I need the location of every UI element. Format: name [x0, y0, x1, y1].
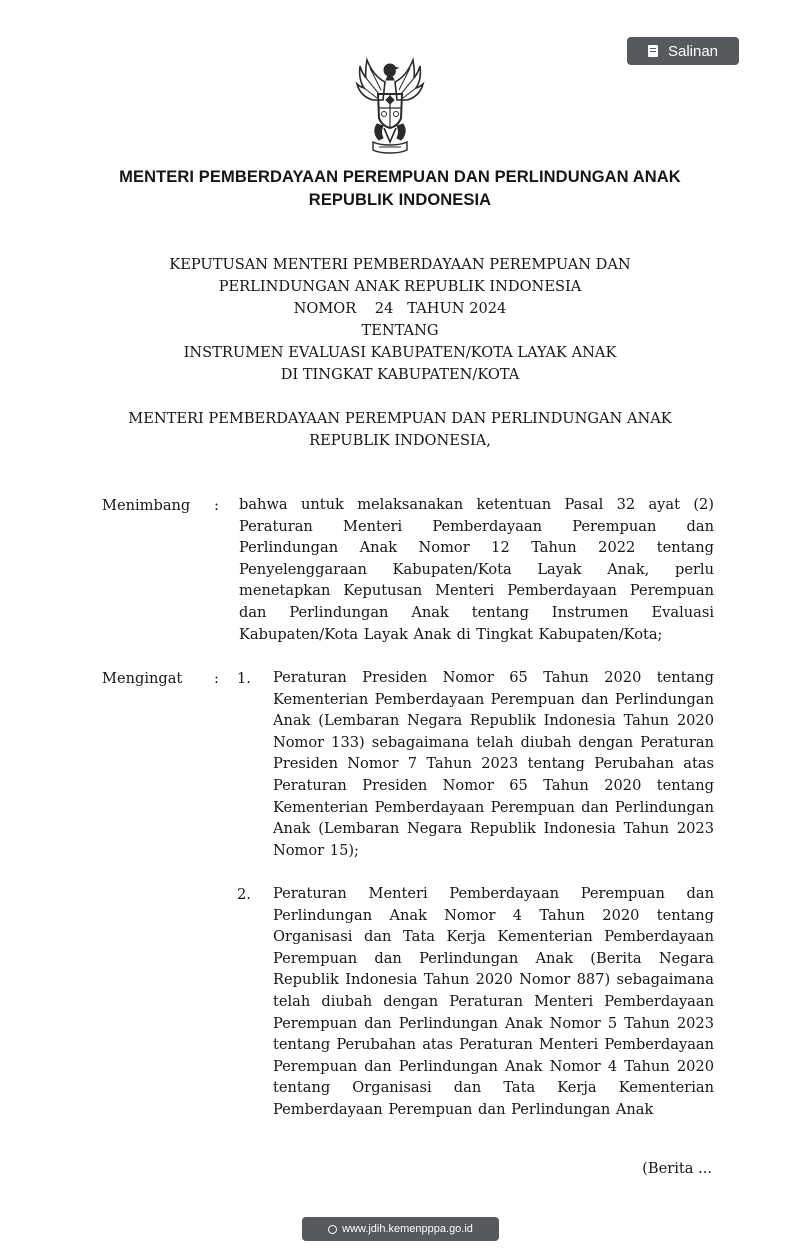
mengingat-label: Mengingat: [102, 670, 183, 687]
globe-icon: [328, 1225, 337, 1234]
minister-line2: REPUBLIK INDONESIA,: [309, 432, 491, 449]
salinan-label: Salinan: [667, 42, 719, 60]
minister-line1: MENTERI PEMBERDAYAAN PEREMPUAN DAN PERLINDUNGAN ANAK: [128, 410, 672, 427]
decree-title-line1: KEPUTUSAN MENTERI PEMBERDAYAAN PEREMPUAN DAN: [169, 256, 631, 273]
document-icon: [648, 45, 658, 57]
mengingat-item-number: 1.: [237, 670, 251, 687]
ministry-title-line1: MENTERI PEMBERDAYAAN PEREMPUAN DAN PERLINDUNGAN ANAK: [119, 168, 681, 186]
footer-url-badge[interactable]: [302, 1217, 499, 1241]
menimbang-label: Menimbang: [102, 497, 191, 514]
continuation-text: (Berita ...: [642, 1160, 712, 1177]
decree-tentang: TENTANG: [361, 322, 439, 339]
mengingat-colon: :: [214, 670, 219, 687]
mengingat-item-text: Peraturan Presiden Nomor 65 Tahun 2020 tentang Kementerian Pemberdayaan Perempuan dan Perlindungan Anak (Lembaran Negara Republik Indonesia Tahun 2020 Nomor 133) sebagaimana telah diubah dengan Peraturan Presiden Nomor 7 Tahun 2023 tentang Perubahan atas Peraturan Presiden Nomor 65 Tahun 2020 tentang Kementerian Pemberdayaan Perempuan dan Perlindungan Anak (Lembaran Negara Republik Indonesia Tahun 2023 Nomor 15);: [273, 669, 714, 859]
menimbang-text: bahwa untuk melaksanakan ketentuan Pasal 32 ayat (2) Peraturan Menteri Pemberdayaan Perempuan dan Perlindungan Anak Nomor 12 Tahun 2022 tentang Penyelenggaraan Kabupaten/Kota Layak Anak, perlu menetapkan Keputusan Menteri Pemberdayaan Perempuan dan Perlindungan Anak tentang Instrumen Evaluasi Kabupaten/Kota Layak Anak di Tingkat Kabupaten/Kota;: [239, 496, 714, 643]
footer-url: www.jdih.kemenpppa.go.id: [342, 1223, 473, 1235]
ministry-title-line2: REPUBLIK INDONESIA: [308, 191, 492, 209]
mengingat-item-text: Peraturan Menteri Pemberdayaan Perempuan dan Perlindungan Anak Nomor 4 Tahun 2020 tentang Organisasi dan Tata Kerja Kementerian Pemberdayaan Perempuan dan Perlindungan Anak (Berita Negara Republik Indonesia Tahun 2020 Nomor 887) sebagaimana telah diubah dengan Peraturan Menteri Pemberdayaan Perempuan dan Perlindungan Anak Nomor 5 Tahun 2023 tentang Perubahan atas Peraturan Menteri Pemberdayaan Perempuan dan Perlindungan Anak Nomor 4 Tahun 2020 tentang Organisasi dan Tata Kerja Kementerian Pemberdayaan Perempuan dan Perlindungan Anak: [273, 885, 714, 1118]
mengingat-item-number: 2.: [237, 886, 251, 903]
decree-number: NOMOR 24 TAHUN 2024: [293, 300, 507, 317]
decree-title-line2: PERLINDUNGAN ANAK REPUBLIK INDONESIA: [218, 278, 582, 295]
decree-subject-line2: DI TINGKAT KABUPATEN/KOTA: [280, 366, 520, 383]
menimbang-colon: :: [214, 497, 219, 514]
garuda-emblem-icon: [355, 56, 425, 156]
decree-subject-line1: INSTRUMEN EVALUASI KABUPATEN/KOTA LAYAK ANAK: [183, 344, 617, 361]
salinan-badge[interactable]: [627, 37, 739, 65]
